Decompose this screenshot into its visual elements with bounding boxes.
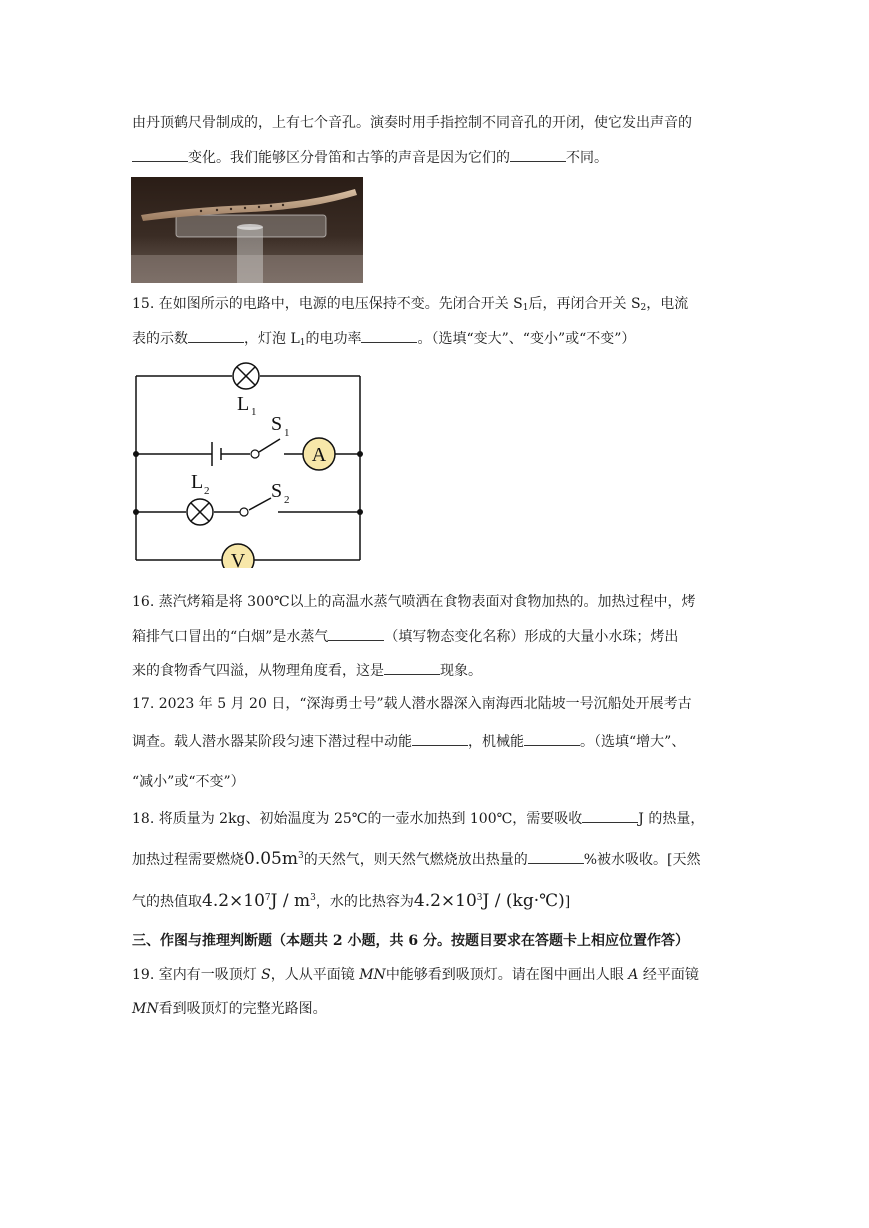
label-L2: L xyxy=(191,471,204,493)
label-S2: S xyxy=(271,480,283,502)
answer-blank[interactable] xyxy=(412,731,468,746)
svg-text:2: 2 xyxy=(284,494,290,506)
answer-blank[interactable] xyxy=(328,626,384,641)
answer-blank[interactable] xyxy=(510,147,566,162)
answer-blank[interactable] xyxy=(524,731,580,746)
q19-line2: MN看到吸顶灯的完整光路图。 xyxy=(132,1001,327,1017)
label-L1: L xyxy=(237,393,250,415)
q17-line2: 调查。载人潜水器某阶段匀速下潜过程中动能 ，机械能 。（选填“增大”、 xyxy=(132,731,685,752)
bone-flute-photo xyxy=(131,177,363,283)
voltmeter-label: V xyxy=(230,550,246,568)
label-S1: S xyxy=(271,413,283,435)
q18-line3: 气的热值取$4.2\times 10^7J / m^3$，水的比热容为$4.2\times 10^3J$ / (kg·℃)] xyxy=(132,891,571,911)
q14-line2: 变化。我们能够区分骨笛和古筝的声音是因为它们的 不同。 xyxy=(132,147,608,168)
q16-line3: 来的食物香气四溢，从物理角度看，这是 现象。 xyxy=(132,660,482,681)
q18-line2: 加热过程需要燃烧$0.05m^3$的天然气，则天然气燃烧放出热量的 %被水吸收。[天然 xyxy=(132,849,701,869)
q14-line1: 由丹顶鹤尺骨制成的，上有七个音孔。演奏时用手指控制不同音孔的开闭，使它发出声音的 xyxy=(132,115,692,131)
svg-text:2: 2 xyxy=(204,485,210,497)
answer-blank[interactable] xyxy=(528,849,584,864)
svg-text:1: 1 xyxy=(251,406,257,418)
answer-blank[interactable] xyxy=(582,808,638,823)
ammeter-label: A xyxy=(311,444,327,466)
section-heading: 三、作图与推理判断题（本题共 2 小题，共 6 分。按题目要求在答题卡上相应位置作答） xyxy=(132,933,689,949)
q16-line2: 箱排气口冒出的“白烟”是水蒸气 （填写物态变化名称）形成的大量小水珠；烤出 xyxy=(132,626,678,647)
q18-line1: 18. 将质量为 2kg、初始温度为 25℃的一壶水加热到 100℃，需要吸收 J 的热量， xyxy=(132,808,704,829)
q17-line3: “减小”或“不变”） xyxy=(132,774,245,790)
circuit-diagram xyxy=(128,356,368,568)
answer-blank[interactable] xyxy=(361,328,417,343)
answer-blank[interactable] xyxy=(132,147,188,162)
q15-line1: 15. 在如图所示的电路中，电源的电压保持不变。先闭合开关 $S_1$后，再闭合开关 $S_2$，电流 xyxy=(132,296,689,313)
answer-blank[interactable] xyxy=(384,660,440,675)
q17-line1: 17. 2023 年 5 月 20 日，“深海勇士号”载人潜水器深入南海西北陆坡一号沉船处开展考古 xyxy=(132,696,692,712)
answer-blank[interactable] xyxy=(188,328,244,343)
svg-text:1: 1 xyxy=(284,427,290,439)
q19-line1: 19. 室内有一吸顶灯 S，人从平面镜 MN中能够看到吸顶灯。请在图中画出人眼 A 经平面镜 xyxy=(132,967,699,983)
q16-line1: 16. 蒸汽烤箱是将 300℃以上的高温水蒸气喷洒在食物表面对食物加热的。加热过程中，烤 xyxy=(132,594,696,610)
q15-line2: 表的示数 ，灯泡 $L_1$的电功率 。（选填“变大”、“变小”或“不变”） xyxy=(132,328,635,353)
